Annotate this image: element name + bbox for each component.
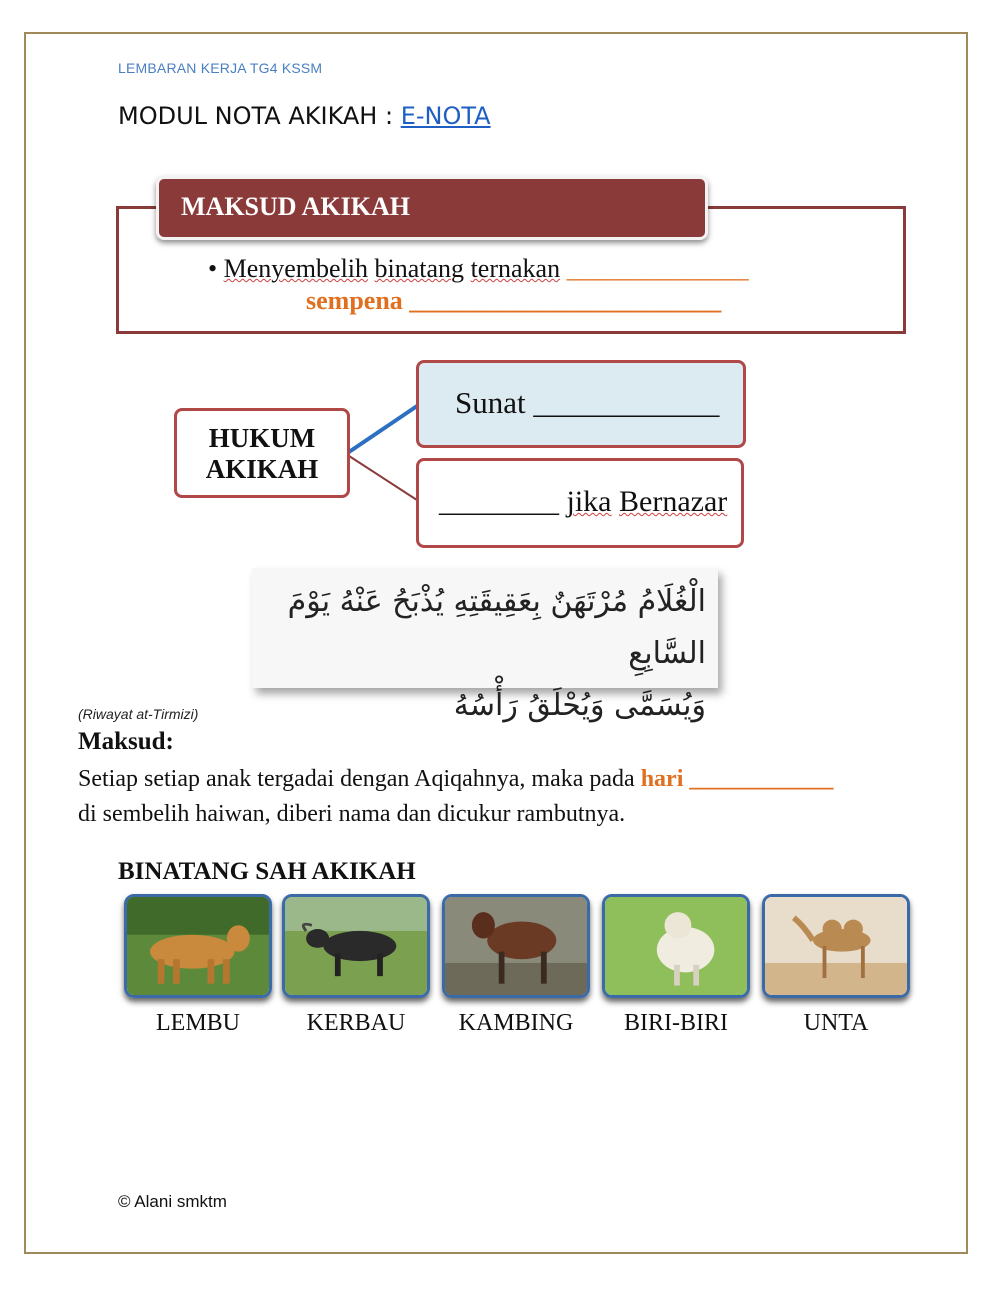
meaning-label: Maksud: <box>78 728 174 755</box>
cow-image <box>124 894 272 998</box>
maksud-definition-line2 <box>306 286 721 316</box>
nazar-jika: jika <box>566 485 612 518</box>
blank-field-2[interactable]: ________________________ <box>409 286 722 315</box>
meaning-text-start: Setiap setiap anak tergadai dengan Aqiqahnya, maka pada <box>78 766 641 792</box>
module-title-prefix: MODUL NOTA AKIKAH : <box>118 102 401 130</box>
meaning-blank[interactable]: ____________ <box>683 766 834 792</box>
maksud-definition <box>208 254 749 284</box>
word-ternakan: ternakan <box>470 254 561 283</box>
meaning-highlight-hari: hari <box>640 766 684 792</box>
connector-lines <box>340 396 424 506</box>
sunat-box <box>416 360 746 448</box>
animal-label-biri-biri: BIRI-BIRI <box>624 1010 728 1036</box>
blank-field-1[interactable]: ______________ <box>566 254 749 283</box>
sunat-label: Sunat <box>455 385 526 420</box>
animal-label-lembu: LEMBU <box>156 1010 240 1036</box>
camel-image <box>762 894 910 998</box>
maksud-heading: MAKSUD AKIKAH <box>156 176 708 240</box>
bullet: • <box>208 254 218 283</box>
animal-label-unta: UNTA <box>803 1010 869 1036</box>
meaning-paragraph <box>78 762 938 832</box>
animal-label-kambing: KAMBING <box>458 1010 574 1036</box>
nazar-blank[interactable]: ________ <box>439 485 559 518</box>
word-sempena: sempena <box>306 286 403 315</box>
nazar-word: Bernazar <box>619 485 728 518</box>
hadith-source: (Riwayat at-Tirmizi) <box>78 706 199 722</box>
connector-to-nazar <box>346 454 420 502</box>
hadith-text-image <box>252 568 718 723</box>
hukum-line1: HUKUM <box>208 423 316 453</box>
connector-to-sunat <box>346 404 420 454</box>
hukum-akikah-box <box>174 408 350 498</box>
sheep-image <box>602 894 750 998</box>
buffalo-image <box>282 894 430 998</box>
worksheet-label: LEMBARAN KERJA TG4 KSSM <box>118 60 323 76</box>
hadith-arabic-line1: الْغُلَامُ مُرْتَهَنٌ بِعَقِيقَتِهِ يُذْبَحُ عَنْهُ يَوْمَ السَّابِعِ <box>287 584 706 671</box>
goat-image <box>442 894 590 998</box>
module-title <box>118 102 491 130</box>
hukum-line2: AKIKAH <box>205 454 319 484</box>
animal-label-kerbau: KERBAU <box>306 1010 406 1036</box>
footer-credit: © Alani smktm <box>118 1192 227 1211</box>
hadith-arabic-line2: وَيُسَمَّى وَيُحْلَقُ رَأْسُهُ <box>453 688 706 723</box>
meaning-text-end: di sembelih haiwan, diberi nama dan dicukur rambutnya. <box>78 801 626 827</box>
animals-title: BINATANG SAH AKIKAH <box>118 858 416 885</box>
sunat-blank[interactable]: ____________ <box>533 385 720 420</box>
nazar-box <box>416 458 744 548</box>
word-menyembelih: Menyembelih <box>223 254 369 283</box>
word-binatang: binatang <box>374 254 465 283</box>
e-nota-link[interactable]: E-NOTA <box>400 102 491 130</box>
